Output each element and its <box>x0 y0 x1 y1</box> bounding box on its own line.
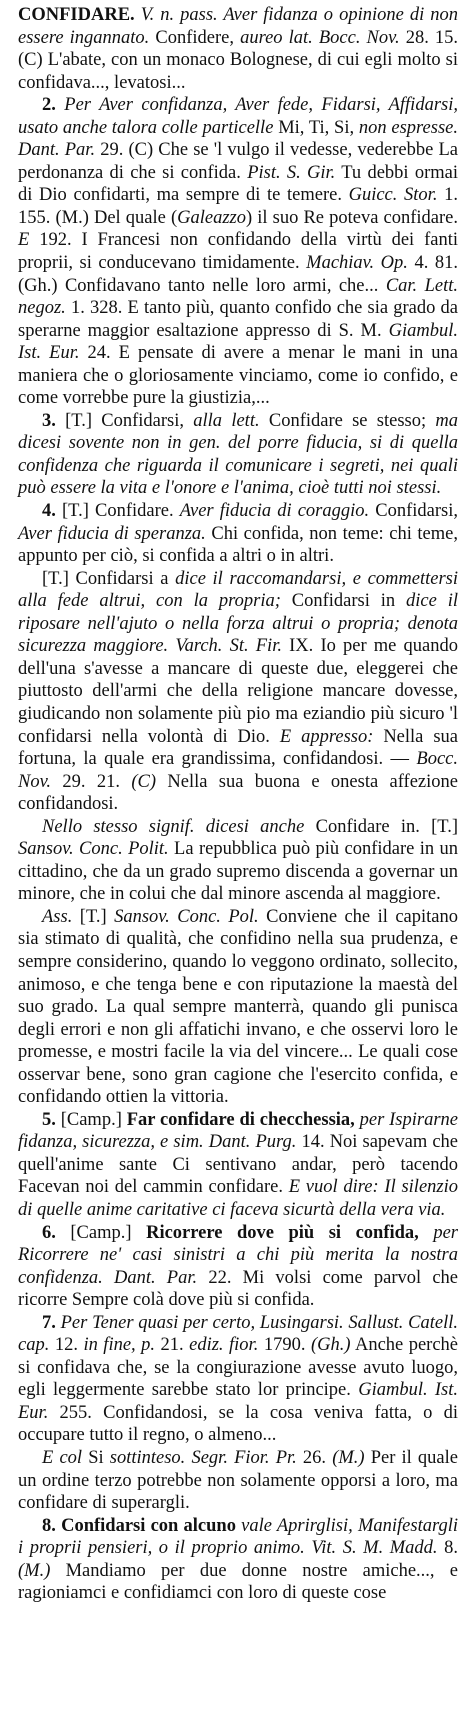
sense-number: 5. <box>42 1109 56 1130</box>
headword: CONFIDARE. <box>18 5 135 25</box>
sense-number: 6. <box>42 1222 56 1243</box>
sense-number: 7. <box>42 1312 56 1333</box>
entry-subsense-confidare-in: Nello stesso signif. dicesi anche Confidare in. [T.] Sansov. Conc. Polit. La repubblica può più confidare in un cittadino, che da un grado supremo discenda a governar un minore, che in colui che dal minore ascenda al maggiore. <box>18 816 458 905</box>
entry-subsense-confidarsi-a: [T.] Confidarsi a dice il raccomandarsi, e commettersi alla fede altrui, con la propria; Confidarsi in dice il riposare nell'ajuto o nella forza altrui o propria; denota sicurezza maggiore. Varch. St. Fir. IX. Io per me quando dell'una s'avesse a mancare di queste due, eleggerei che piuttosto dell'armi che della religione mancare dovesse, giudicando non solamente più pio ma eziandio più sicuro 'l confidarsi nella volontà di Dio. E appresso: Nella sua fortuna, la quale era grandissima, confidandosi. — Bocc. Nov. 29. 21. (C) Nella sua buona e onesta affezione confidandosi. <box>18 568 459 815</box>
entry-subsense-si-sottinteso: E col Si sottinteso. Segr. Fior. Pr. 26. (M.) Per il quale un ordine terzo potrebbe non solamente opporsi a loro, ma confidare di superargli. <box>18 1448 458 1514</box>
entry-sense-7: 7. Per Tener quasi per certo, Lusingarsi. Sallust. Catell. cap. 12. in fine, p. 21. ediz. fior. 1790. (Gh.) Anche perchè si confidava che, se la congiurazione avesse avuto luogo, egli leggermente sarebbe stato lor principe. Giambul. Ist. Eur. 255. Confidandosi, se la cosa veniva fatta, o di occupare tutto il regno, o almeno... <box>18 1312 459 1446</box>
sense-number: 2. <box>42 95 56 116</box>
sense-number: 3. <box>42 410 56 431</box>
entry-sense-8: 8. Confidarsi con alcuno vale Aprirglisi, Manifestargli i proprii pensieri, o il proprio animo. Vit. S. M. Madd. 8. (M.) Mandiamo per due donne nostre amiche..., e ragioniamci e confidiamci con loro di queste cose <box>18 1515 459 1604</box>
entry-sense-2: 2. Per Aver confidanza, Aver fede, Fidarsi, Affidarsi, usato anche talora colle particelle Mi, Ti, Si, non espresse. Dant. Par. 29. (C) Che se 'l vulgo il vedesse, vederebbe La perdonanza di che si confida. Pist. S. Gir. Tu debbi ormai di Dio confidarti, ma sempre di te temere. Guicc. Stor. 1. 155. (M.) Del quale (Galeazzo) il suo Re poteva confidare. E 192. I Francesi non confidando della virtù dei fanti proprii, si conducevano timidamente. Machiav. Op. 4. 81. (Gh.) Confidavano tanto nelle loro armi, che... Car. Lett. negoz. 1. 328. E tanto più, quanto confido che sia grado da sperarne maggior esaltazione appresso di S. M. Giambul. Ist. Eur. 24. E pensate di avere a menar le mani in una maniera che o gloriosamente vinciamo, come io confido, e come vorrebbe pure la giustizia,... <box>18 95 458 409</box>
sense-number: 4. <box>42 501 56 522</box>
entry-definition-1: CONFIDARE. V. n. pass. Aver fidanza o opinione di non essere ingannato. Confidere, aureo lat. Bocc. Nov. 28. 15. (C) L'abate, con un monaco Bolognese, di cui egli molto si confidava..., levatosi... <box>18 5 459 93</box>
entry-subsense-assoluto: Ass. [T.] Sansov. Conc. Pol. Conviene che il capitano sia stimato di qualità, che confidino nella sua prudenza, e sempre considerino, quando lo veggono ordinato, sollecito, animoso, e che tenga bene e con riputazione la maestà del suo grado. La qual sempre manterrà, quando gli punisca degli errori e non gli affatichi invano, e che osservi loro le promesse, e mostri facile la via del vincere... Le quali cose osservar bene, sono gran cagione che l'esercito confida, e confidando ottien la vittoria. <box>18 906 458 1108</box>
entry-sense-4: 4. [T.] Confidare. Aver fiducia di coraggio. Confidarsi, Aver fiducia di speranza. Chi confida, non teme: chi teme, appunto per ciò, si confida a altri o in altri. <box>18 501 458 567</box>
entry-sense-3: 3. [T.] Confidarsi, alla lett. Confidare se stesso; ma dicesi sovente non in gen. del porre fiducia, si di quella confidenza che riguarda il comunicare i segreti, nei quali può essere la vita e l'onore e l'anima, cioè tutti noi stessi. <box>18 410 458 499</box>
entry-sense-5: 5. [Camp.] Far confidare di checchessia, per Ispirarne fidanza, sicurezza, e sim. Dant. Purg. 14. Noi sapevam che quell'anime sante Ci sentivano andar, però tacendo Facevan noi del cammin confidare. E vuol dire: Il silenzio di quelle anime caritative ci faceva sicurtà della vera via. <box>18 1109 458 1220</box>
sense-number: 8. <box>42 1515 56 1536</box>
entry-sense-6: 6. [Camp.] Ricorrere dove più si confida, per Ricorrere ne' casi sinistri a chi più merita la nostra confidenza. Dant. Par. 22. Mi volsi come parvol che ricorre Sempre colà dove più si confida. <box>18 1222 458 1311</box>
